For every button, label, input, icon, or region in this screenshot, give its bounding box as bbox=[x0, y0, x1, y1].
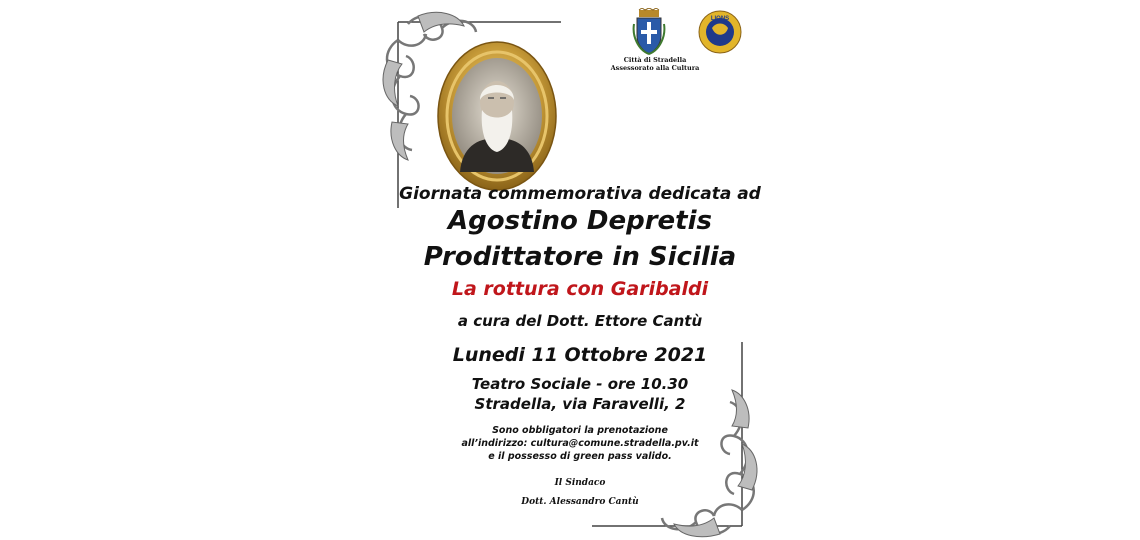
portrait-frame bbox=[436, 40, 558, 192]
curator-text: a cura del Dott. Ettore Cantù bbox=[457, 312, 703, 330]
city-caption bbox=[600, 56, 710, 72]
lions-logo-text: LIONS bbox=[710, 16, 730, 22]
topic-text: La rottura con Garibaldi bbox=[451, 278, 709, 300]
venue-text: Teatro Sociale - ore 10.30 bbox=[471, 375, 689, 393]
city-caption-line1: Città di Stradella bbox=[623, 56, 687, 64]
address-text: Stradella, via Faravelli, 2 bbox=[474, 395, 686, 413]
notice-block bbox=[370, 424, 790, 463]
notice-line1: Sono obbligatori la prenotazione bbox=[492, 425, 668, 436]
page-subtitle: Prodittatore in Sicilia bbox=[423, 242, 737, 272]
intro-text: Giornata commemorativa dedicata ad bbox=[399, 184, 761, 204]
signature-name: Dott. Alessandro Cantù bbox=[521, 497, 639, 507]
lions-logo-icon bbox=[698, 10, 742, 54]
signature-title: Il Sindaco bbox=[554, 478, 606, 488]
event-date: Lunedi 11 Ottobre 2021 bbox=[452, 344, 708, 366]
notice-line2: all’indirizzo: cultura@comune.stradella.pv.it bbox=[461, 438, 699, 449]
page-title: Agostino Depretis bbox=[448, 206, 712, 236]
city-caption-line2: Assessorato alla Cultura bbox=[610, 64, 700, 72]
notice-line3: e il possesso di green pass valido. bbox=[488, 451, 672, 462]
city-crest-icon bbox=[632, 8, 666, 56]
